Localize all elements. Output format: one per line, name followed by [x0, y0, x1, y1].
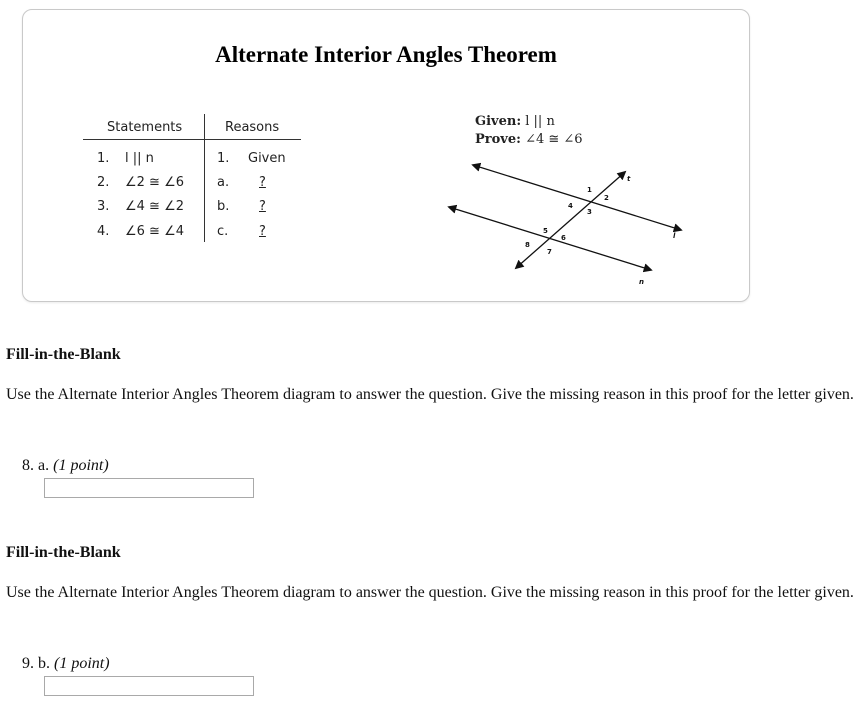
figure-title: Alternate Interior Angles Theorem — [215, 42, 557, 67]
row-reason-label: b. — [217, 199, 230, 214]
question-8-label — [22, 457, 109, 475]
figure-card — [22, 9, 750, 302]
question-instructions: Use the Alternate Interior Angles Theorem diagram to answer the question. Give the missing reason in this proof for the letter given. — [6, 386, 854, 403]
row-statement: ∠6 ≅ ∠4 — [125, 224, 185, 239]
question-9-label — [22, 655, 110, 673]
line-label-t: t — [627, 175, 631, 183]
given-prove-block — [475, 113, 583, 149]
angle-label-7: 7 — [547, 248, 552, 256]
row-reason: Given — [248, 151, 286, 166]
angle-label-6: 6 — [561, 234, 566, 242]
prove-label: Prove: — [475, 132, 521, 147]
question-points: (1 point) — [54, 655, 110, 672]
row-number: 1. — [97, 151, 110, 166]
row-reason-label: 1. — [217, 151, 230, 166]
question-points: (1 point) — [53, 457, 109, 474]
section-heading: Fill-in-the-Blank — [6, 544, 121, 561]
line-l — [473, 165, 681, 230]
row-reason: ? — [259, 224, 266, 239]
prove-value: ∠4 ≅ ∠6 — [525, 132, 583, 147]
question-instructions: Use the Alternate Interior Angles Theorem diagram to answer the question. Give the missing reason in this proof for the letter given. — [6, 584, 854, 601]
statements-header: Statements — [107, 120, 183, 135]
line-label-n: n — [639, 278, 644, 286]
angle-label-4: 4 — [568, 202, 573, 210]
question-number: 9. — [22, 655, 34, 672]
parallel-lines-diagram — [441, 160, 701, 290]
question-section-8 — [6, 346, 858, 406]
given-label: Given: — [475, 114, 522, 129]
prove-line — [475, 131, 583, 149]
row-statement: l || n — [125, 151, 154, 166]
table-row — [83, 151, 313, 171]
answer-input-9[interactable] — [44, 676, 254, 696]
reasons-header: Reasons — [225, 120, 280, 135]
question-letter: a. — [38, 457, 50, 474]
angle-label-3: 3 — [587, 208, 592, 216]
table-row — [83, 224, 313, 244]
table-row — [83, 175, 313, 195]
table-rule-horizontal — [83, 139, 301, 140]
given-line — [475, 113, 583, 131]
table-row — [83, 199, 313, 219]
question-number: 8. — [22, 457, 34, 474]
row-statement: ∠2 ≅ ∠6 — [125, 175, 185, 190]
row-reason: ? — [259, 199, 266, 214]
question-section-9 — [6, 544, 858, 604]
angle-label-5: 5 — [543, 227, 548, 235]
row-reason: ? — [259, 175, 266, 190]
line-t — [516, 172, 625, 268]
given-value: l || n — [525, 114, 555, 129]
angle-label-1: 1 — [587, 186, 592, 194]
row-number: 2. — [97, 175, 110, 190]
question-letter: b. — [38, 655, 50, 672]
section-heading: Fill-in-the-Blank — [6, 346, 121, 363]
answer-input-8[interactable] — [44, 478, 254, 498]
row-number: 3. — [97, 199, 110, 214]
row-reason-label: a. — [217, 175, 230, 190]
angle-label-2: 2 — [604, 194, 609, 202]
angle-label-8: 8 — [525, 241, 530, 249]
row-statement: ∠4 ≅ ∠2 — [125, 199, 185, 214]
row-reason-label: c. — [217, 224, 229, 239]
line-label-l: l — [673, 232, 676, 240]
row-number: 4. — [97, 224, 110, 239]
